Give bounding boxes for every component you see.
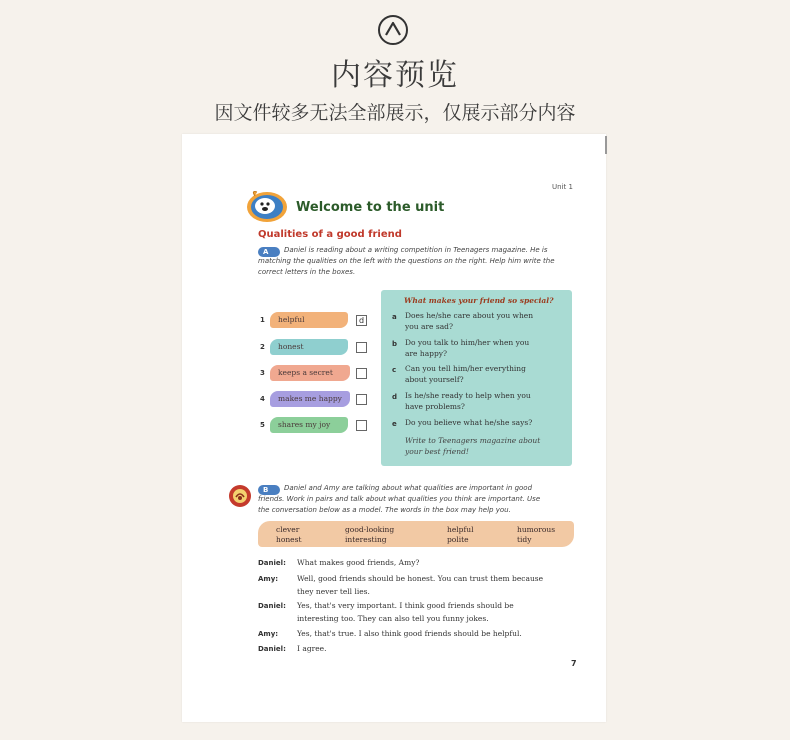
dialogue-line: Yes, that's very important. I think good friends should be interesting too. They can also tell you funny jokes. bbox=[297, 601, 514, 623]
chevron-up-circle-icon bbox=[377, 14, 409, 46]
dialogue-line: What makes good friends, Amy? bbox=[297, 558, 420, 567]
part-a-instruction-line: correct letters in the boxes. bbox=[258, 268, 356, 276]
quality-label: keeps a secret bbox=[270, 365, 350, 381]
quality-label: makes me happy bbox=[270, 391, 350, 407]
answer-box[interactable] bbox=[356, 368, 367, 379]
part-a-instruction-line: matching the qualities on the left with the questions on the right. Help him write the bbox=[258, 257, 555, 265]
page-number: 7 bbox=[571, 659, 577, 668]
part-b-instruction-line: friends. Work in pairs and talk about what qualities you think are important. Use bbox=[258, 495, 541, 503]
answer-box[interactable] bbox=[356, 394, 367, 405]
question-text: Do you talk to him/her when you are happy? bbox=[405, 338, 530, 358]
part-a-badge: A bbox=[258, 247, 280, 257]
speak-icon bbox=[228, 484, 252, 508]
question-text: Is he/she ready to help when you have problems? bbox=[405, 391, 531, 411]
word-item: polite bbox=[447, 535, 469, 544]
question-letter: c bbox=[392, 366, 397, 374]
dialogue-speaker: Amy: bbox=[258, 630, 279, 638]
welcome-title: Welcome to the unit bbox=[296, 200, 445, 215]
page-edge-divider bbox=[605, 136, 607, 154]
item-number: 5 bbox=[260, 421, 265, 429]
question-letter: a bbox=[392, 313, 397, 321]
quality-label: honest bbox=[270, 339, 348, 355]
word-item: tidy bbox=[517, 535, 532, 544]
quality-label: shares my joy bbox=[270, 417, 348, 433]
item-number: 4 bbox=[260, 395, 265, 403]
part-b-instruction-line: Daniel and Amy are talking about what qualities are important in good bbox=[284, 484, 533, 492]
dialogue-speaker: Daniel: bbox=[258, 602, 286, 610]
section-title: Qualities of a good friend bbox=[258, 229, 402, 240]
dialogue-speaker: Daniel: bbox=[258, 559, 286, 567]
dialogue-line: I agree. bbox=[297, 644, 327, 653]
unit-label: Unit 1 bbox=[552, 183, 573, 191]
word-item: good-looking bbox=[345, 525, 395, 534]
quality-label: helpful bbox=[270, 312, 348, 328]
dialogue-speaker: Daniel: bbox=[258, 645, 286, 653]
questions-panel-title: What makes your friend so special? bbox=[404, 296, 554, 305]
question-text: Do you believe what he/she says? bbox=[405, 418, 533, 427]
questions-panel-footer: Write to Teenagers magazine about your best friend! bbox=[405, 436, 541, 456]
word-item: honest bbox=[276, 535, 302, 544]
word-item: interesting bbox=[345, 535, 387, 544]
answer-box[interactable] bbox=[356, 342, 367, 353]
part-a-instruction-line: Daniel is reading about a writing competition in Teenagers magazine. He is bbox=[284, 246, 548, 254]
part-b-badge: B bbox=[258, 485, 280, 495]
page-title: 内容预览 bbox=[331, 58, 459, 93]
question-text: Does he/she care about you when you are sad? bbox=[405, 311, 534, 331]
item-number: 1 bbox=[260, 316, 265, 324]
item-number: 2 bbox=[260, 343, 265, 351]
question-letter: b bbox=[392, 340, 398, 348]
question-text: Can you tell him/her everything about yourself? bbox=[405, 364, 526, 384]
word-item: humorous bbox=[517, 525, 556, 534]
question-letter: e bbox=[392, 420, 397, 428]
dialogue-line: Well, good friends should be honest. You can trust them because they never tell lies. bbox=[297, 574, 544, 596]
word-item: clever bbox=[276, 525, 300, 534]
part-b-instruction-line: the conversation below as a model. The words in the box may help you. bbox=[258, 506, 511, 514]
page-subtitle: 因文件较多无法全部展示，仅展示部分内容 bbox=[214, 102, 576, 124]
item-number: 3 bbox=[260, 369, 265, 377]
word-item: helpful bbox=[447, 525, 474, 534]
answer-box[interactable] bbox=[356, 420, 367, 431]
question-letter: d bbox=[392, 393, 398, 401]
answer-box[interactable]: d bbox=[356, 315, 367, 326]
dog-mascot-icon bbox=[243, 186, 291, 224]
dialogue-line: Yes, that's true. I also think good friends should be helpful. bbox=[297, 629, 522, 638]
dialogue-speaker: Amy: bbox=[258, 575, 279, 583]
